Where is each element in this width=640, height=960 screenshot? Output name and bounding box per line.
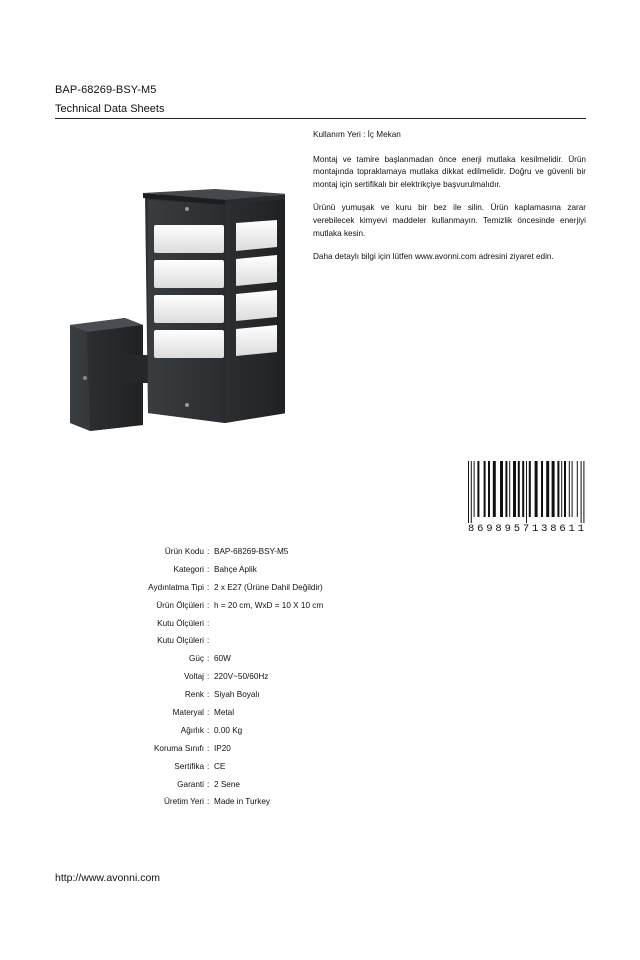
spec-label: Ağırlık: [180, 725, 204, 735]
spec-separator: :: [207, 564, 210, 574]
spec-label: Kutu Ölçüleri: [157, 618, 204, 628]
usage-location: Kullanım Yeri : İç Mekan: [313, 130, 401, 139]
spec-separator: :: [207, 547, 210, 556]
spec-label: Sertifika: [174, 761, 204, 771]
barcode-bar: [513, 461, 516, 517]
product-image: [65, 185, 285, 440]
barcode: [466, 461, 586, 533]
barcode-bar: [546, 461, 549, 517]
barcode-bar: [569, 461, 570, 517]
spec-separator: :: [207, 582, 210, 592]
barcode-bar: [552, 461, 555, 517]
spec-value: Made in Turkey: [214, 797, 270, 807]
barcode-bar: [509, 461, 510, 517]
footer-url[interactable]: http://www.avonni.com: [55, 872, 161, 884]
info-paragraph: Daha detaylı bilgi için lütfen www.avonni.com adresini ziyaret edin.: [313, 252, 554, 262]
spec-label: Ürün Kodu: [164, 547, 204, 556]
spec-separator: :: [207, 618, 210, 628]
spec-label: Kategori: [173, 564, 204, 574]
spec-separator: :: [207, 761, 210, 771]
barcode-bar: [526, 461, 527, 523]
barcode-bar: [474, 461, 475, 517]
barcode-bar: [541, 461, 543, 517]
spec-separator: :: [207, 600, 210, 610]
spec-separator: :: [207, 779, 210, 789]
header-product-code: BAP-68269-BSY-M5: [55, 84, 157, 96]
spec-separator: :: [207, 725, 210, 735]
spec-value: Metal: [214, 708, 235, 718]
barcode-bar: [561, 461, 562, 517]
spec-separator: :: [207, 708, 210, 718]
spec-label: Üretim Yeri: [163, 797, 204, 807]
spec-value: Siyah Boyalı: [214, 690, 260, 700]
spec-value: 220V~50/60Hz: [214, 672, 269, 682]
spec-value: 60W: [214, 654, 231, 664]
barcode-bar: [577, 461, 578, 517]
header-subtitle: Technical Data Sheets: [55, 103, 165, 115]
info-paragraph: Ürünü yumuşak ve kuru bir bez ile silin. Ürün kaplamasına zarar verebilecek kimyevi maddeler kullanmayın. Temizlik öncesinde enerjiyi mutlaka kesin.: [313, 203, 586, 238]
spec-label: Garanti: [177, 779, 204, 789]
barcode-bar: [505, 461, 507, 517]
spec-label: Ürün Ölçüleri: [156, 600, 204, 610]
barcode-bar: [581, 461, 582, 523]
barcode-bar: [468, 461, 469, 523]
barcode-bar: [572, 461, 573, 517]
spec-label: Kutu Ölçüleri: [157, 636, 204, 646]
spec-label: Aydınlatma Tipi: [148, 582, 204, 592]
barcode-digits: 8698957138611: [468, 523, 584, 533]
info-panel: [313, 129, 586, 275]
spec-separator: :: [207, 743, 210, 753]
spec-label: Renk: [184, 690, 204, 700]
spec-value: 2 Sene: [214, 779, 240, 789]
barcode-bar: [484, 461, 486, 517]
barcode-bar: [564, 461, 566, 517]
spec-label: Voltaj: [183, 672, 204, 682]
spec-value: 0.00 Kg: [214, 725, 243, 735]
header-divider: [55, 118, 586, 119]
barcode-bar: [488, 461, 490, 517]
spec-value: 2 x E27 (Ürüne Dahil Değildir): [214, 582, 323, 592]
barcode-bar: [477, 461, 479, 517]
barcode-bar: [535, 461, 538, 517]
spec-label: Koruma Sınıfı: [153, 743, 204, 753]
spec-value: BAP-68269-BSY-M5: [214, 547, 289, 556]
barcode-bar: [471, 461, 472, 523]
spec-value: Bahçe Aplik: [214, 564, 257, 574]
spec-separator: :: [207, 636, 210, 646]
info-paragraph: Montaj ve tamire başlanmadan önce enerji mutlaka kesilmelidir. Ürün montajında topraklamaya mutlaka dikkat edilmelidir. Doğru ve güvenli bir montaj için sertifikalı bir elektrikçiye başvurulmalıdır.: [313, 154, 586, 189]
barcode-bar: [529, 461, 531, 517]
barcode-bar: [518, 461, 520, 517]
barcode-bar: [583, 461, 584, 523]
barcode-bar: [557, 461, 559, 517]
spec-separator: :: [207, 672, 210, 682]
spec-separator: :: [207, 690, 210, 700]
barcode-bar: [500, 461, 503, 517]
spec-separator: :: [207, 797, 210, 807]
spec-value: h = 20 cm, WxD = 10 X 10 cm: [214, 600, 324, 610]
spec-separator: :: [207, 654, 210, 664]
spec-label: Materyal: [172, 708, 204, 718]
barcode-bar: [522, 461, 524, 517]
spec-label: Güç: [188, 654, 204, 664]
barcode-bar: [493, 461, 496, 517]
spec-value: IP20: [214, 743, 231, 753]
spec-value: CE: [214, 761, 226, 771]
